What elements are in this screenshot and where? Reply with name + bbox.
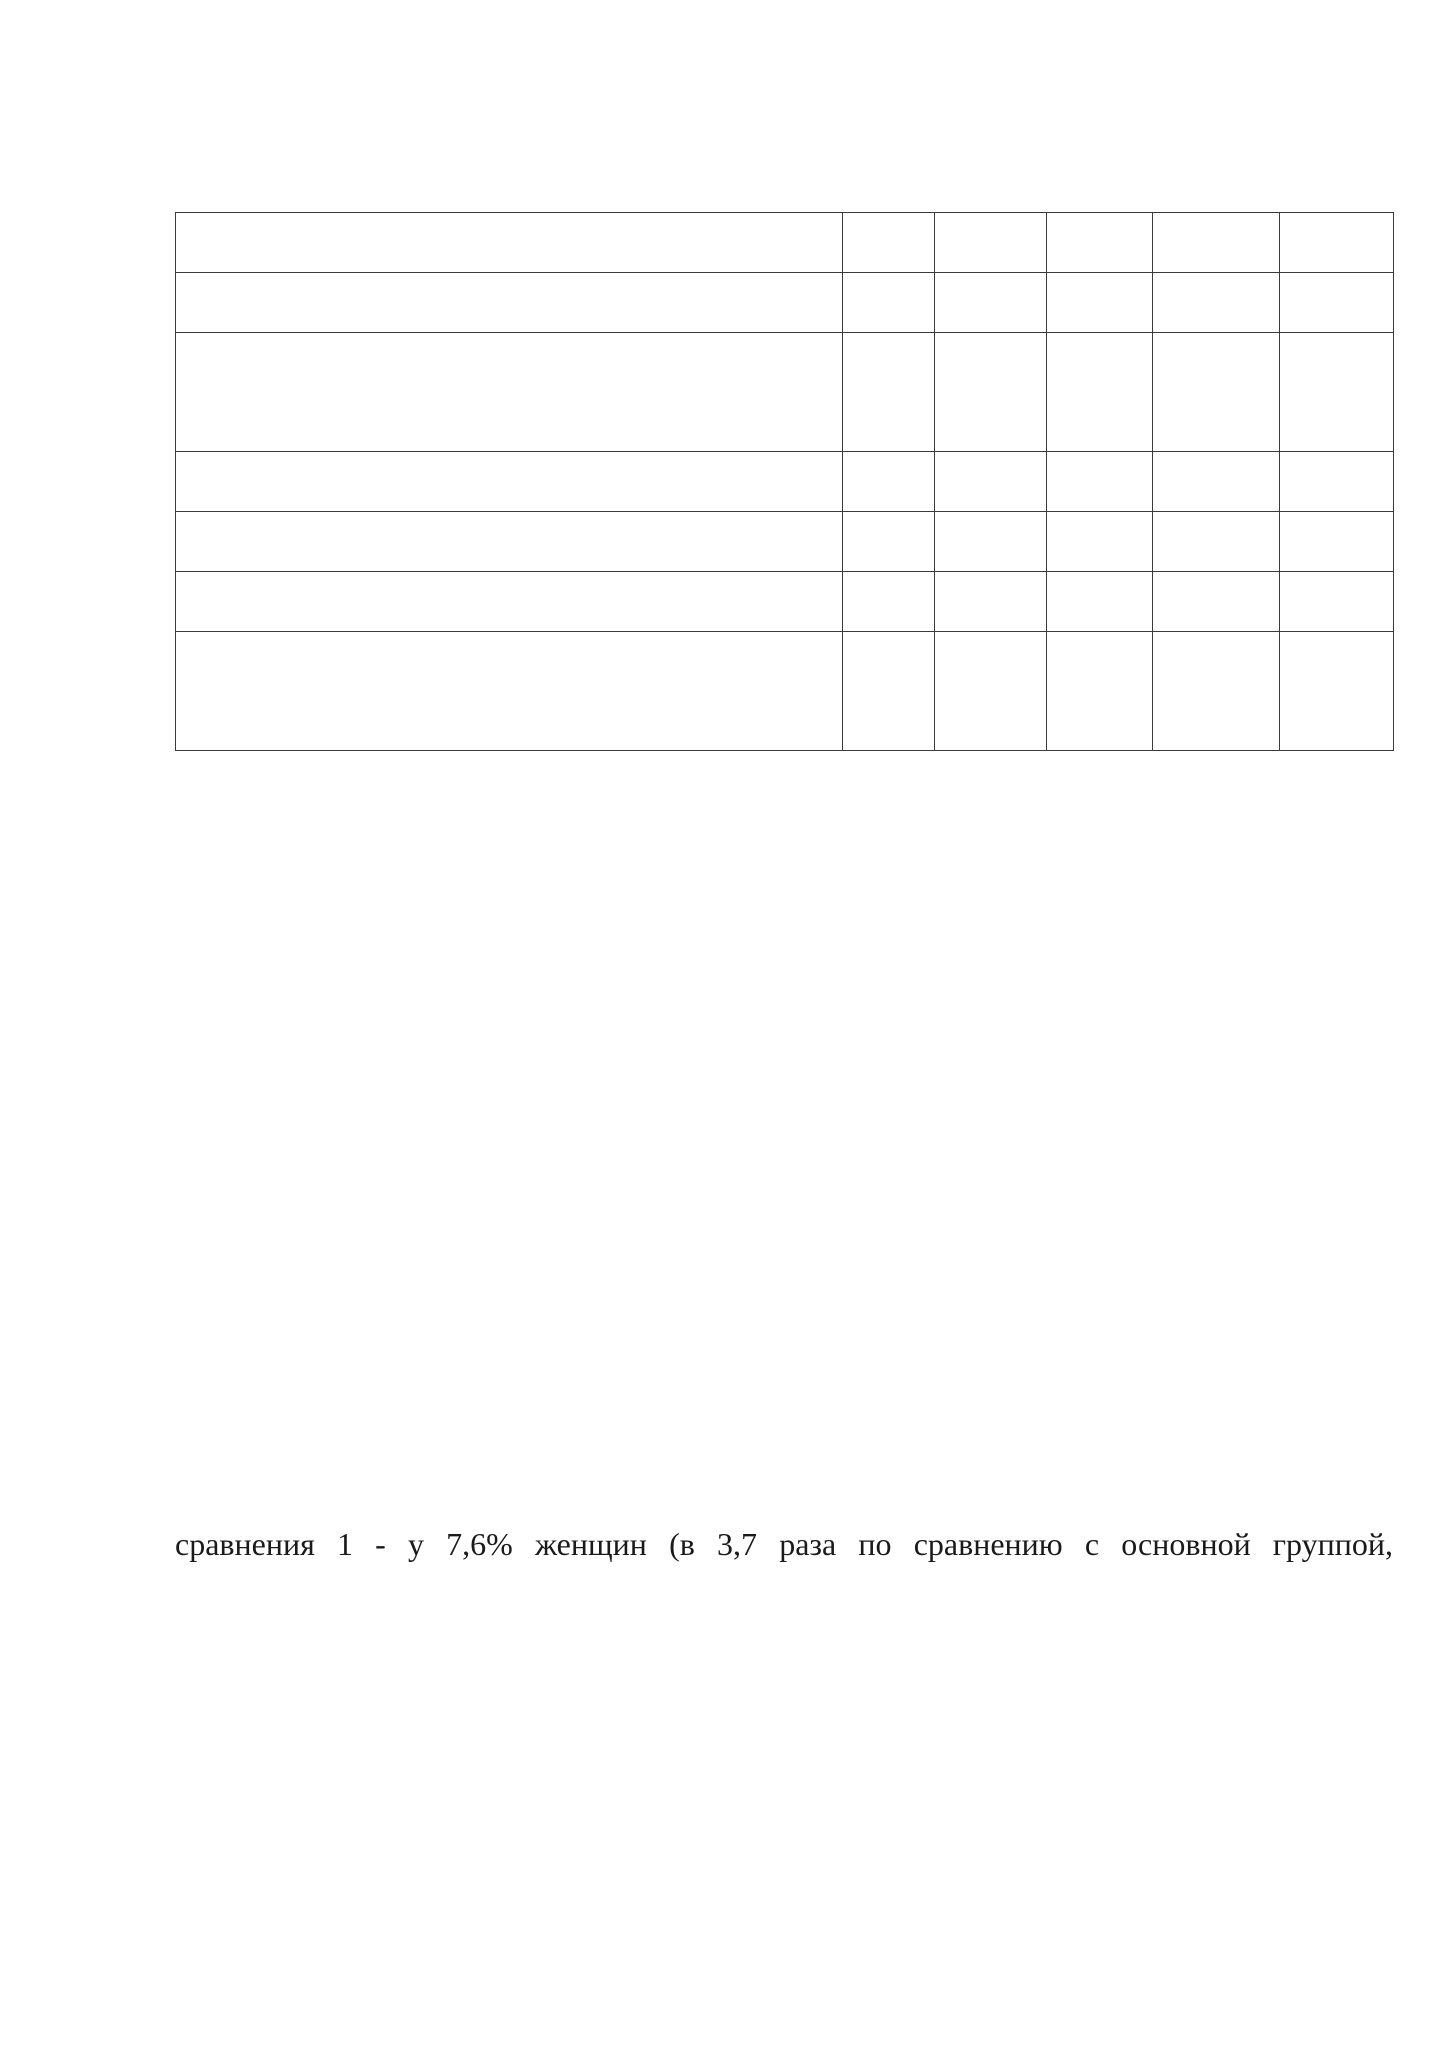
table-cell <box>1047 452 1153 512</box>
table-cell <box>176 572 843 632</box>
table-cell <box>935 632 1047 751</box>
table-cell <box>1280 452 1394 512</box>
table-cell <box>1153 632 1280 751</box>
table-cell <box>935 333 1047 452</box>
table-cell <box>843 452 935 512</box>
table-cell <box>1047 572 1153 632</box>
table-cell <box>935 273 1047 333</box>
table-cell <box>1153 452 1280 512</box>
table-row <box>176 213 1394 273</box>
table-row <box>176 452 1394 512</box>
table-cell <box>843 213 935 273</box>
table-cell <box>176 273 843 333</box>
table-cell <box>935 572 1047 632</box>
table-row <box>176 273 1394 333</box>
body-text-line: сравнения 1 - у 7,6% женщин (в 3,7 раза по сравнению с основной группой, <box>175 1526 1393 1562</box>
table-cell <box>843 572 935 632</box>
table-cell <box>176 512 843 572</box>
table-row <box>176 572 1394 632</box>
table-cell <box>935 213 1047 273</box>
table-cell <box>1153 572 1280 632</box>
table-cell <box>843 512 935 572</box>
table-row <box>176 512 1394 572</box>
table-cell <box>176 452 843 512</box>
table-cell <box>1153 512 1280 572</box>
table-cell <box>935 512 1047 572</box>
table-cell <box>843 333 935 452</box>
table-cell <box>935 452 1047 512</box>
table-row <box>176 333 1394 452</box>
table-cell <box>843 273 935 333</box>
table-cell <box>843 632 935 751</box>
table-cell <box>1280 213 1394 273</box>
table-cell <box>1047 512 1153 572</box>
table-cell <box>1047 333 1153 452</box>
table-cell <box>1047 632 1153 751</box>
table-cell <box>1047 213 1153 273</box>
table-cell <box>1280 333 1394 452</box>
table-cell <box>1047 273 1153 333</box>
table-cell <box>1280 632 1394 751</box>
table-cell <box>176 333 843 452</box>
table-cell <box>1153 213 1280 273</box>
table-cell <box>176 632 843 751</box>
table-cell <box>176 213 843 273</box>
table-cell <box>1280 512 1394 572</box>
table-cell <box>1153 333 1280 452</box>
table-cell <box>1280 572 1394 632</box>
data-table <box>175 212 1394 751</box>
table-cell <box>1280 273 1394 333</box>
table-row <box>176 632 1394 751</box>
table-cell <box>1153 273 1280 333</box>
